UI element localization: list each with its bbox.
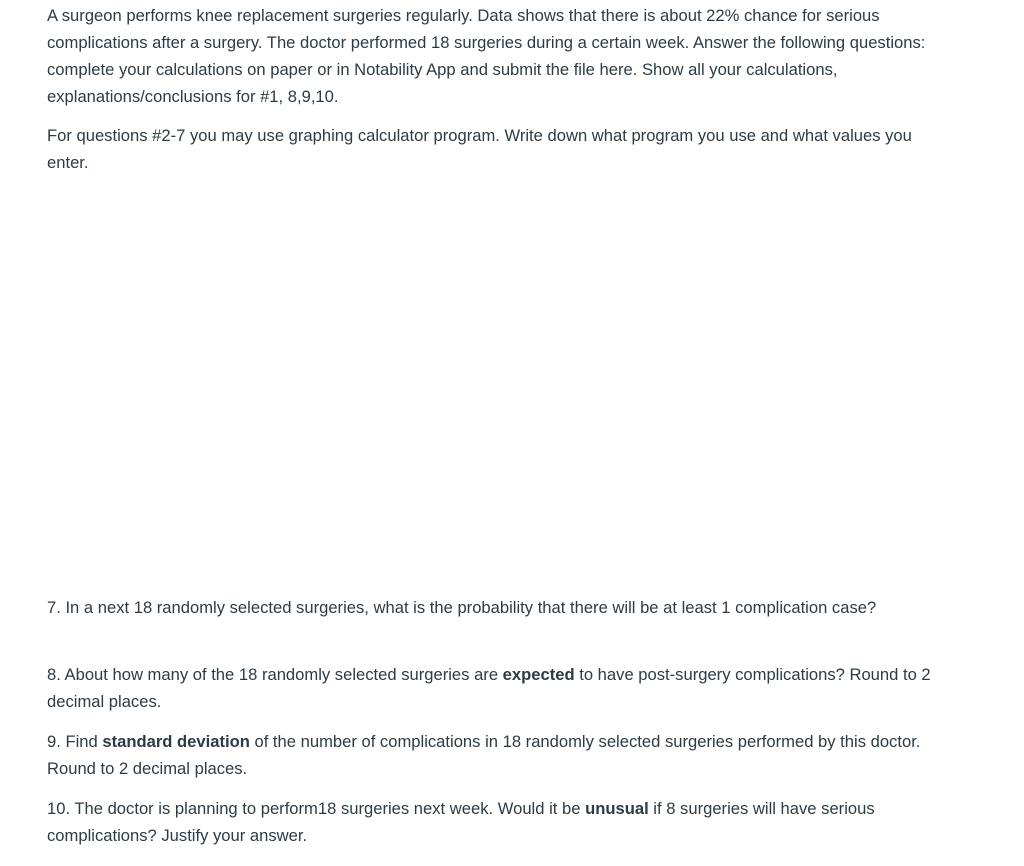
question-8-emphasis: expected bbox=[502, 665, 575, 684]
question-10-text-start: 10. The doctor is planning to perform18 surgeries next week. Would it be bbox=[47, 799, 586, 818]
question-8-text-start: 8. About how many of the 18 randomly selected surgeries are bbox=[47, 665, 503, 684]
question-8-text-end: to have post-surgery complications? Round to 2 decimal places. bbox=[47, 665, 931, 711]
calculator-instructions: For questions #2-7 you may use graphing calculator program. Write down what program you use and what values you enter. bbox=[47, 126, 912, 172]
question-10-emphasis: unusual bbox=[585, 799, 649, 818]
blank-space bbox=[47, 180, 947, 580]
question-9 bbox=[47, 728, 947, 782]
question-9-emphasis: standard deviation bbox=[102, 732, 250, 751]
problem-intro: A surgeon performs knee replacement surgeries regularly. Data shows that there is about 22% chance for serious complications after a surgery. The doctor performed 18 surgeries during a certain week. Answer the following questions: complete your calculations on paper or in Notability App and submit the file here. Show all your calculations, explanations/conclusions for #1, 8,9,10. bbox=[47, 6, 926, 106]
question-7: 7. In a next 18 randomly selected surgeries, what is the probability that there will be at least 1 complication case? bbox=[47, 598, 877, 617]
question-8 bbox=[47, 661, 947, 715]
question-9-text-end: of the number of complications in 18 randomly selected surgeries performed by this doctor. Round to 2 decimal places. bbox=[47, 732, 921, 778]
question-10-text-end: if 8 surgeries will have serious complications? Justify your answer. bbox=[47, 799, 875, 845]
question-10 bbox=[47, 795, 947, 849]
question-9-text-start: 9. Find bbox=[47, 732, 103, 751]
